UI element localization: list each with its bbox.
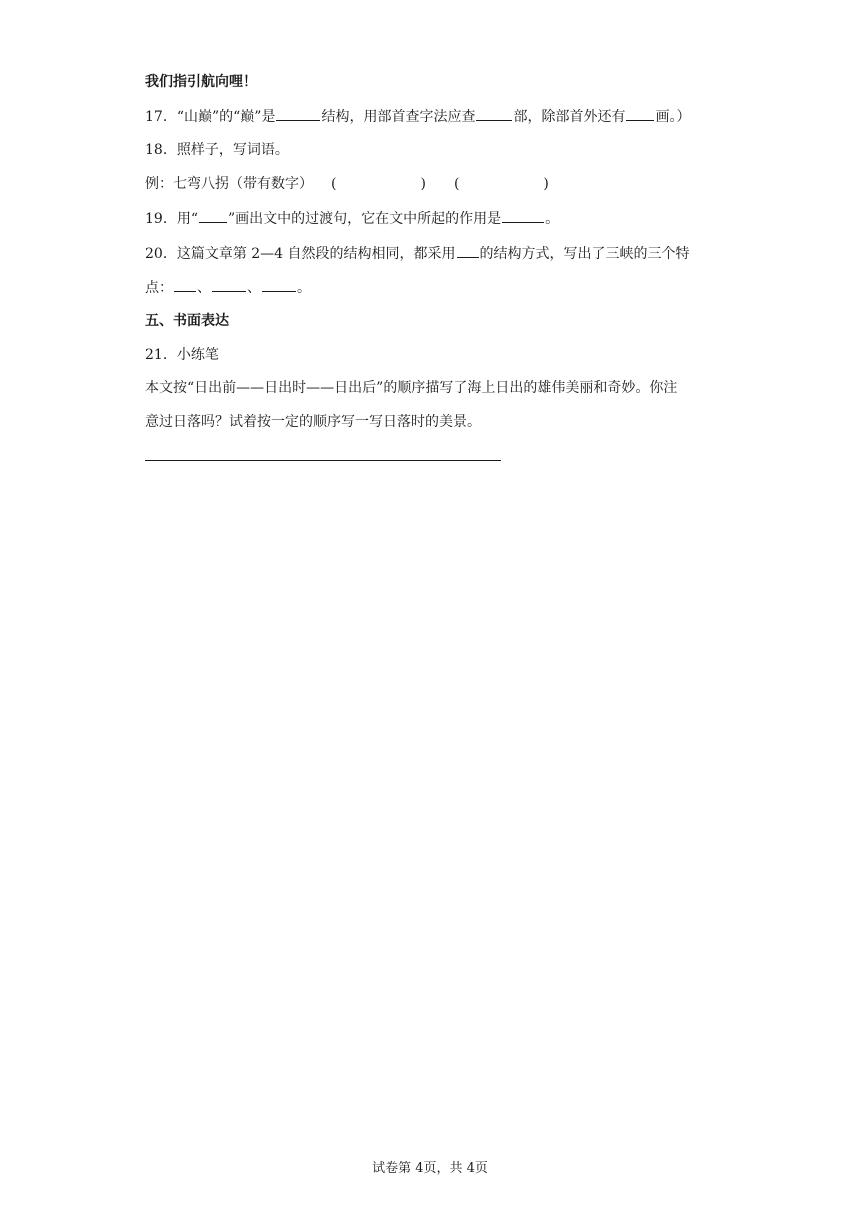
question-21-prompt-line-2 xyxy=(145,412,481,432)
q18-example-text: 例：七弯八拐（带有数字） xyxy=(145,176,313,192)
q20-blank-structure[interactable] xyxy=(457,243,479,258)
q18-close-paren-2: ) xyxy=(543,176,549,192)
q18-close-paren-1: ) xyxy=(420,176,426,192)
page-number: 试卷第 4页，共 4页 xyxy=(372,1161,488,1176)
q19-text-c: 。 xyxy=(545,211,560,227)
q17-blank-radical[interactable] xyxy=(476,106,512,121)
q17-blank-strokes[interactable] xyxy=(626,106,654,121)
q17-text-c: 部，除部首外还有 xyxy=(513,109,626,125)
question-18-example xyxy=(145,174,549,194)
page-footer xyxy=(0,1160,860,1178)
q19-text-a: 19．用“ xyxy=(145,211,198,227)
q18-open-paren-1: ( xyxy=(331,176,337,192)
question-20-line-2 xyxy=(145,277,311,298)
q20-blank-feature-2[interactable] xyxy=(212,277,246,292)
question-17 xyxy=(145,106,690,127)
q19-blank-function[interactable] xyxy=(502,208,544,223)
q20-text-b: 的结构方式，写出了三峡的三个特 xyxy=(479,246,690,262)
question-18 xyxy=(145,140,289,160)
q17-text-b: 结构，用部首查字法应查 xyxy=(321,109,476,125)
section-heading xyxy=(145,311,229,331)
question-21 xyxy=(145,345,219,365)
q20-blank-feature-1[interactable] xyxy=(174,277,196,292)
q20-end: 。 xyxy=(297,280,311,296)
section-5-title: 五、书面表达 xyxy=(145,313,229,329)
q19-text-b: ”画出文中的过渡句，它在文中所起的作用是 xyxy=(227,211,502,227)
q21-title: 21．小练笔 xyxy=(145,347,219,363)
question-19 xyxy=(145,208,559,229)
q18-text: 18．照样子，写词语。 xyxy=(145,142,289,158)
q19-blank-mark xyxy=(199,208,227,223)
q20-sep-2: 、 xyxy=(247,280,261,296)
passage-tail xyxy=(145,72,257,92)
q21-prompt-2: 意过日落吗？试着按一定的顺序写一写日落时的美景。 xyxy=(145,414,481,430)
q18-open-paren-2: ( xyxy=(453,176,460,192)
passage-tail-text: 我们指引航向哩！ xyxy=(145,74,257,90)
q20-sep-1: 、 xyxy=(197,280,211,296)
question-20-line-1 xyxy=(145,243,690,264)
q17-text-a: 17．“山巅”的“巅”是 xyxy=(145,109,276,125)
q17-blank-structure[interactable] xyxy=(276,106,320,121)
q21-prompt-1: 本文按“日出前——日出时——日出后”的顺序描写了海上日出的雄伟美丽和奇妙。你注 xyxy=(145,380,678,396)
q20-text-c: 点： xyxy=(145,280,173,296)
q17-text-d: 画。） xyxy=(655,109,691,125)
question-21-prompt-line-1 xyxy=(145,378,677,398)
q20-text-a: 20．这篇文章第 2—4 自然段的结构相同，都采用 xyxy=(145,246,456,262)
q20-blank-feature-3[interactable] xyxy=(262,277,296,292)
writing-answer-line[interactable] xyxy=(145,460,501,461)
